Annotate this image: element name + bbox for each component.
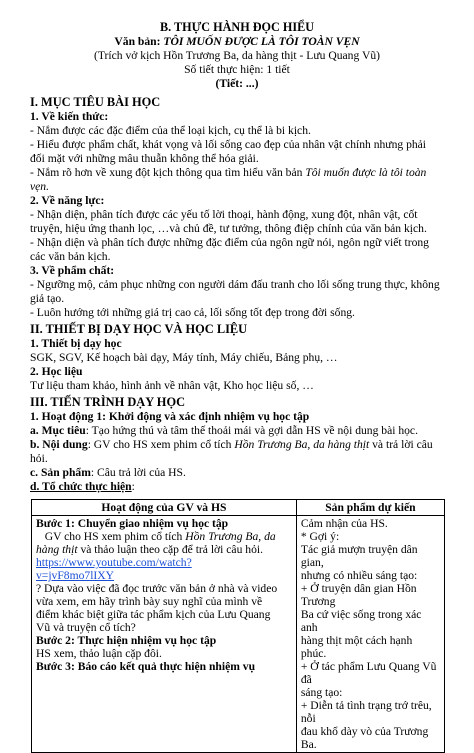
organization-colon: : [131,480,135,493]
product-text: : Câu trả lời của HS. [90,466,186,479]
section-title: B. THỰC HÀNH ĐỌC HIỂU [159,20,315,34]
question-line-1: ? Dựa vào việc đã đọc trước văn bản ở nhà và video [36,582,278,595]
qualities-line-1: - Ngưỡng mộ, cảm phục những con người dám đấu tranh cho lối sống trung thực, không [30,278,440,291]
periods-line: Số tiết thực hiện: 1 tiết [184,63,290,76]
source-note: (Trích vở kịch Hồn Trương Ba, da hàng thịt - Lưu Quang Vũ) [94,49,380,62]
subheading-devices: 1. Thiết bị dạy học [30,337,122,350]
skills-line-3: - Nhận diện và phân tích được những đặc điểm của ngôn ngữ nói, ngôn ngữ viết trong [30,236,429,249]
knowledge-line-4 [30,166,426,179]
materials-text: Tư liệu tham khảo, hình ảnh về nhân vật, Kho học liệu số, … [30,379,314,392]
result-line-11: đau khổ dày vò của Trương Ba. [300,725,429,751]
video-link-line-2[interactable]: v=jvF8mo7lIXY [36,569,115,582]
objective-label: a. Mục tiêu [30,424,86,437]
step-1-text-2: và thảo luận theo cặp để trả lời câu hỏi. [77,543,263,556]
objective-line [30,424,418,437]
activity-table [31,499,445,753]
result-line-7: hàng thịt một cách hạnh phúc. [300,634,413,660]
content-line [30,438,433,451]
text-title-prefix: Văn bản: [114,35,164,48]
result-line-6: Ba cứ việc sống trong xác anh [300,608,422,634]
result-line-10: + Diễn tả tình trạng trớ trêu, nỗi [300,699,432,725]
content-text-2: và trả lời câu [369,438,433,451]
organization-label: d. Tổ chức thực hiện [30,480,132,493]
subheading-knowledge: 1. Về kiến thức: [30,110,109,123]
activities-cell [32,516,297,753]
question-line-2: vừa xem, em hãy trình bày suy nghĩ của mình về [36,595,263,608]
content-label: b. Nội dung [30,438,88,451]
col-header-products: Sản phẩm dự kiến [296,500,444,516]
step-2-text: HS xem, thảo luận cặp đôi. [36,647,162,660]
step-2-title: Bước 2: Thực hiện nhiệm vụ học tập [36,634,217,647]
question-line-4: Vũ và truyện cổ tích? [36,621,136,634]
step-1-italic-2: hàng thịt [36,543,78,556]
content-italic: Hồn Trương Ba, da hàng thịt [234,438,370,451]
products-cell [296,516,444,753]
knowledge-line-5: vẹn. [30,180,49,193]
knowledge-line-4-text: - Nắm rõ hơn về xung đột kịch thông qua tìm hiểu văn bản [30,166,306,179]
step-1-line-1 [36,530,292,543]
devices-text: SGK, SGV, Kế hoạch bài dạy, Máy tính, Máy chiếu, Bảng phụ, … [30,351,338,364]
heading-equipment: II. THIẾT BỊ DẠY HỌC VÀ HỌC LIỆU [30,322,248,336]
result-line-4: nhưng có nhiều sáng tạo: [300,569,418,582]
text-title-line [0,35,474,48]
video-link[interactable] [36,556,292,582]
skills-line-2: truyện, hiệu ứng thanh lọc, …và chủ đề, tư tưởng, thông điệp chính của văn bản kịch. [30,222,427,235]
product-label: c. Sản phẩm [30,466,91,479]
result-line-8: + Ở tác phẩm Lưu Quang Vũ đã [300,660,437,686]
knowledge-line-2: - Hiểu được phẩm chất, khát vọng và lối sống cao đẹp của nhân vật chính nhưng phải [30,138,427,151]
step-1-line-2 [36,543,292,556]
result-line-3: Tác giả mượn truyện dân gian, [300,543,418,569]
skills-line-1: - Nhận diện, phân tích được các yếu tố lời thoại, hành động, xung đột, nhân vật, cốt [30,208,418,221]
question-line-3: điểm khác biệt giữa tác phẩm kịch của Lưu Quang [36,608,271,621]
qualities-line-2: giả tạo. [30,292,65,305]
step-1-italic: Hồn Trương Ba, da [185,530,276,543]
heading-objectives: I. MỤC TIÊU BÀI HỌC [30,95,161,109]
result-line-2: * Gợi ý: [300,530,340,543]
knowledge-line-3: đối mặt với những mâu thuẫn không thể hóa giải. [30,152,259,165]
text-title: TÔI MUỐN ĐƯỢC LÀ TÔI TOÀN VẸN [163,35,360,48]
step-1-title: Bước 1: Chuyển giao nhiệm vụ học tập [36,517,229,530]
step-1-text: GV cho HS xem phim cổ tích [36,530,186,543]
result-line-9: sáng tạo: [300,686,343,699]
subheading-materials: 2. Học liệu [30,365,83,378]
subheading-skills: 2. Về năng lực: [30,194,105,207]
knowledge-line-1: - Nắm được các đặc điểm của thể loại kịch, cụ thể là bi kịch. [30,124,311,137]
heading-procedure: III. TIẾN TRÌNH DẠY HỌC [30,395,186,409]
table-row [32,516,445,753]
table-header-row [32,500,445,516]
step-3-title: Bước 3: Báo cáo kết quả thực hiện nhiệm vụ [36,660,256,673]
content-text: : GV cho HS xem phim cổ tích [87,438,235,451]
subheading-qualities: 3. Về phẩm chất: [30,264,115,277]
skills-line-4: các văn bản kịch. [30,250,111,263]
knowledge-line-4-italic: Tôi muốn được là tôi toàn [305,166,427,179]
objective-text: : Tạo hứng thú và tâm thế thoải mái và gợi dẫn HS về nội dung bài học. [85,424,418,437]
col-header-activities: Hoạt động của GV và HS [32,500,297,516]
organization-line [30,480,135,493]
product-line [30,466,186,479]
video-link-line-1[interactable]: https://www.youtube.com/watch? [36,556,192,569]
content-line-2: hỏi. [30,452,48,465]
activity-1-title: 1. Hoạt động 1: Khởi động và xác định nhiệm vụ học tập [30,410,310,423]
result-line-5: + Ở truyện dân gian Hồn Trương [300,582,417,608]
lesson-line: (Tiết: ...) [215,77,259,90]
result-line-1: Cảm nhận của HS. [300,517,388,530]
qualities-line-3: - Luôn hướng tới những giá trị cao cả, lối sống tốt đẹp trong đời sống. [30,306,355,319]
